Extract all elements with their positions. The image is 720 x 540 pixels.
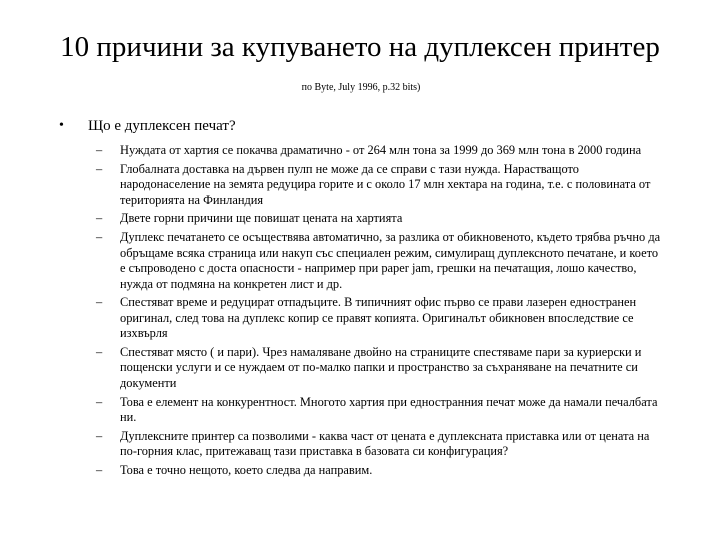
bullet-heading: Що е дуплексен печат? xyxy=(88,118,236,134)
list-item-text: Двете горни причини ще повишат цената на хартията xyxy=(120,211,403,226)
dash-marker: – xyxy=(96,428,103,443)
slide-title-source: по Byte, July 1996, p.32 bits) xyxy=(301,82,421,93)
bullet-marker: • xyxy=(59,118,64,133)
list-item xyxy=(96,162,666,209)
dash-marker: – xyxy=(96,143,103,157)
list-item xyxy=(96,429,666,460)
list-item-text: Това е елемент на конкурентност. Многото хартия при едностранния печат може да намали печалбата ни. xyxy=(120,394,658,425)
list-item xyxy=(96,143,666,159)
list-item-text: Това е точно нещото, което следва да направим. xyxy=(120,463,373,477)
dash-marker: – xyxy=(96,463,103,477)
list-item xyxy=(96,463,666,479)
list-item xyxy=(96,230,666,292)
list-item-text: Дуплекс печатането се осъществява автоматично, за разлика от обикновеното, където трябва ръчно да обръщаме всяка страница или накуп със специален режим, симулиращ дуплексното печатане, и което е съпроводено с доста опасности - например при paper jam, грешки на печатащия, лошо качество, нужда от подмяна на конкретен лист и др. xyxy=(120,230,661,291)
dash-marker: – xyxy=(96,230,103,245)
list-item xyxy=(96,211,666,227)
reasons-list xyxy=(96,143,666,482)
dash-marker: – xyxy=(96,394,103,409)
list-item-text: Нуждата от хартия се покачва драматично - от 264 млн тона за 1999 до 369 млн тона в 2000 година xyxy=(120,143,642,157)
list-item-text: Глобалната доставка на дървен пулп не може да се справи с тази нужда. Нарастващото народонаселение на земята редуцира горите и с около 17 млн хектара на година, т.е. с половината от територията на Финландия xyxy=(120,161,651,207)
dash-marker: – xyxy=(96,211,103,226)
slide-title xyxy=(60,30,660,105)
list-item-text: Дуплексните принтер са позволими - каква част от цената е дуплексната приставка или от цената на по-горния клас, притежаващ тази приставка в базовата си конфигурация? xyxy=(120,428,650,459)
list-item xyxy=(96,345,666,392)
list-item xyxy=(96,395,666,426)
list-item-text: Спестяват място ( и пари). Чрез намаляване двойно на страниците спестяваме пари за куриерски и пощенски услуги и се нуждаем от по-малко папки и пространство за съхраняване на печатните си документи xyxy=(120,344,642,390)
dash-marker: – xyxy=(96,344,103,359)
dash-marker: – xyxy=(96,295,103,310)
dash-marker: – xyxy=(96,161,103,176)
list-item xyxy=(96,295,666,342)
slide-title-text: 10 причини за купуването на дуплексен принтер xyxy=(60,31,660,63)
list-item-text: Спестяват време и редуцират отпадъците. В типичният офис първо се прави лазерен едностранен оригинал, след това на дуплекс копир се правят копията. Оригиналът обикновен впоследствие се изхвърля xyxy=(120,295,637,341)
